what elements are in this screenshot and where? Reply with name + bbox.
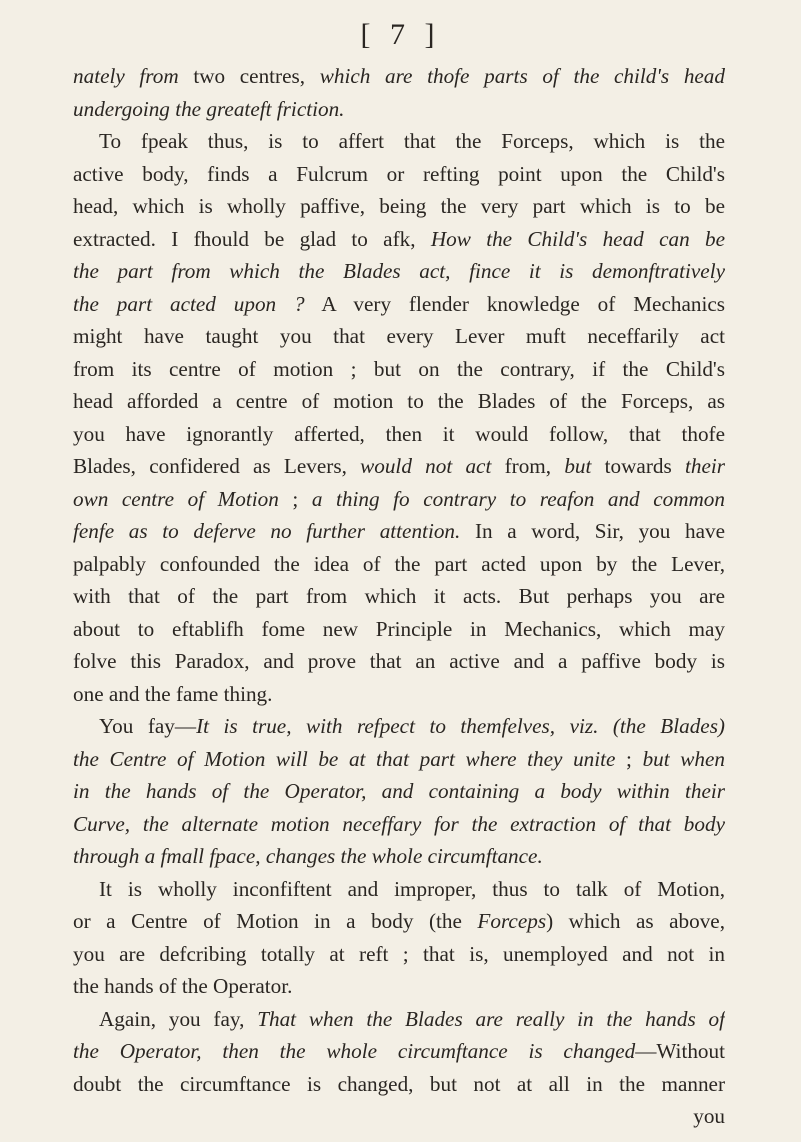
roman-text: In a word, Sir, you have xyxy=(460,519,725,543)
text-line xyxy=(73,418,725,451)
italic-text: nately from xyxy=(73,64,179,88)
text-line xyxy=(73,678,725,711)
text-line xyxy=(73,613,725,646)
text-line xyxy=(73,710,725,743)
text-line xyxy=(73,548,725,581)
text-line xyxy=(73,873,725,906)
text-line xyxy=(73,320,725,353)
italic-text: through a fmall fpace, changes the whole circumftance. xyxy=(73,844,543,868)
roman-text: you xyxy=(693,1104,725,1128)
text-line xyxy=(73,450,725,483)
italic-text: That when the Blades are really in the hands of xyxy=(257,1006,725,1031)
italic-text: the Operator, then the whole circumftance is changed xyxy=(73,1039,636,1063)
roman-text: active body, finds a Fulcrum or refting point upon the Child's xyxy=(73,161,725,186)
italic-text: in the hands of the Operator, and containing a body within their xyxy=(73,779,725,803)
text-line xyxy=(73,1003,725,1036)
roman-text: or a Centre of Motion in a body (the xyxy=(73,909,478,933)
roman-text: To fpeak thus, is to affert that the Forceps, which is the xyxy=(99,129,725,153)
italic-text: fenfe as to deferve no further attention. xyxy=(73,519,461,543)
roman-text: extracted. I fhould be glad to afk, xyxy=(73,226,431,251)
roman-text: with that of the part from which it acts. But perhaps you are xyxy=(73,584,725,608)
roman-text: It is wholly inconfiftent and improper, thus to talk of Motion, xyxy=(99,876,725,901)
roman-text: Again, you fay, xyxy=(99,1006,258,1031)
text-line xyxy=(73,60,725,93)
roman-text: you have ignorantly afferted, then it would follow, that thofe xyxy=(73,421,725,446)
roman-text: ; xyxy=(615,746,643,771)
text-line xyxy=(73,385,725,418)
italic-text: the Centre of Motion will be at that part where they unite xyxy=(73,746,616,771)
italic-text: a thing fo contrary to reafon and common xyxy=(311,486,725,511)
roman-text: doubt the circumftance is changed, but not at all in the manner xyxy=(73,1071,725,1096)
text-line xyxy=(73,775,725,808)
roman-text: towards xyxy=(591,454,685,478)
text-line xyxy=(73,905,725,938)
text-line xyxy=(73,743,725,776)
text-line xyxy=(73,288,725,321)
italic-text: their xyxy=(684,454,725,478)
roman-text: A very flender knowledge of Mechanics xyxy=(304,291,725,316)
roman-text: might have taught you that every Lever muft neceffarily act xyxy=(73,324,725,348)
italic-text: which are thofe parts of the child's head xyxy=(319,64,725,88)
roman-text: ) which as above, xyxy=(546,909,725,933)
italic-text: undergoing the greateft friction. xyxy=(73,96,345,121)
text-line xyxy=(73,158,725,191)
italic-text: Curve, the alternate motion neceffary for the extraction of that body xyxy=(73,811,725,836)
text-line xyxy=(73,190,725,223)
text-line xyxy=(73,580,725,613)
text-line xyxy=(73,515,725,548)
text-line xyxy=(73,808,725,841)
italic-text: but when xyxy=(642,746,725,771)
text-line xyxy=(73,223,725,256)
italic-text: would not act xyxy=(360,454,492,478)
italic-text: own centre of Motion xyxy=(73,486,279,511)
text-line xyxy=(73,840,725,873)
roman-text: palpably confounded the idea of the part acted upon by the Lever, xyxy=(73,551,725,576)
roman-text: —Without xyxy=(635,1039,725,1063)
roman-text: folve this Paradox, and prove that an active and a paffive body is xyxy=(73,649,725,673)
text-line xyxy=(73,970,725,1003)
roman-text: ; xyxy=(278,486,312,511)
roman-text: two centres, xyxy=(178,64,320,88)
text-line xyxy=(73,1035,725,1068)
text-line xyxy=(73,125,725,158)
roman-text: Blades, confidered as Levers, xyxy=(73,454,361,478)
text-line xyxy=(73,1100,725,1133)
roman-text: You fay— xyxy=(99,714,197,738)
page-number: [ 7 ] xyxy=(360,18,441,51)
text-line xyxy=(73,645,725,678)
roman-text: head, which is wholly paffive, being the very part which is to be xyxy=(73,194,725,218)
body-text xyxy=(73,60,725,1133)
italic-text: the part acted upon ? xyxy=(73,291,305,316)
roman-text: about to eftablifh fome new Principle in Mechanics, which may xyxy=(73,616,725,641)
text-line xyxy=(73,353,725,386)
roman-text: the hands of the Operator. xyxy=(73,974,293,998)
italic-text: but xyxy=(564,454,592,478)
text-line xyxy=(73,938,725,971)
italic-text: the part from which the Blades act, fince it is demonftratively xyxy=(73,259,725,283)
italic-text: Forceps xyxy=(477,909,547,933)
roman-text: from its centre of motion ; but on the contrary, if the Child's xyxy=(73,356,725,381)
text-line xyxy=(73,93,725,126)
roman-text: from, xyxy=(491,454,565,478)
italic-text: It is true, with refpect to themfelves, viz. (the Blades) xyxy=(196,714,725,738)
text-line xyxy=(73,1068,725,1101)
roman-text: one and the fame thing. xyxy=(73,681,273,706)
text-line xyxy=(73,483,725,516)
italic-text: How the Child's head can be xyxy=(430,226,725,251)
text-line xyxy=(73,255,725,288)
roman-text: you are defcribing totally at reft ; that is, unemployed and not in xyxy=(73,941,725,966)
roman-text: head afforded a centre of motion to the Blades of the Forceps, as xyxy=(73,389,725,413)
